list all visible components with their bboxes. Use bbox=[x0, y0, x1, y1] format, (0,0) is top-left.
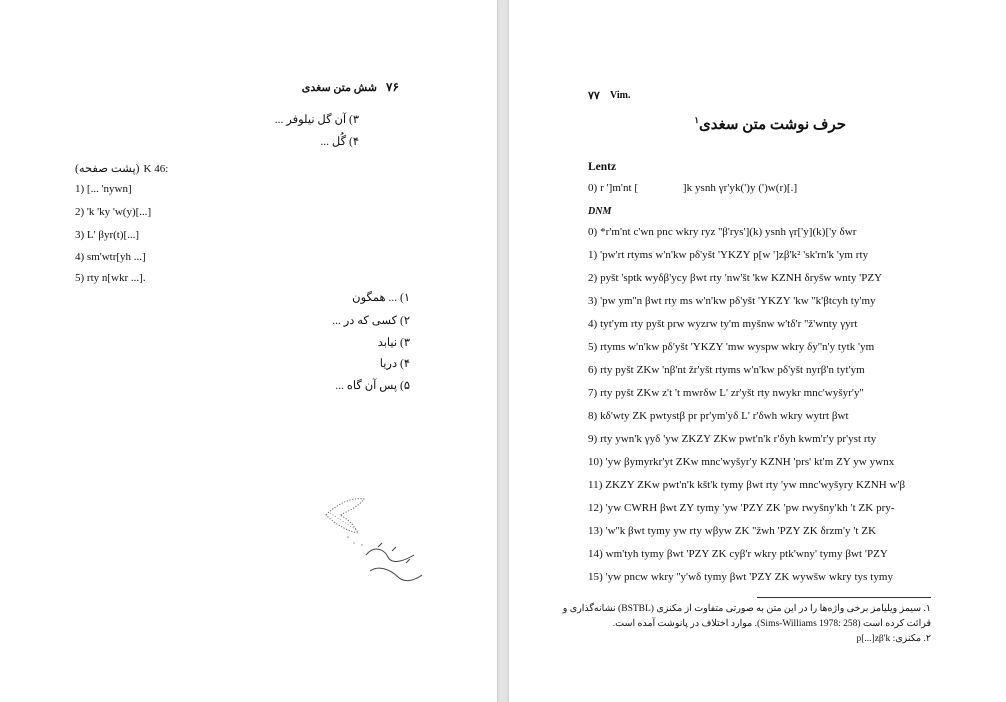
left-page-number: ۷۶ bbox=[386, 80, 399, 94]
text-line: 15) 'yw pncw wkry ''y'wδ tymy βwt 'PZY ZK wywšw wkry tys tymy bbox=[588, 571, 894, 583]
vim-label: Vim. bbox=[610, 90, 631, 101]
text-line: 14) wm'tyh tymy βwt 'PZY ZK cyβ'r wkry ptk'wny' tymy βwt 'PZY bbox=[588, 548, 888, 560]
text-line: 5) rtyms w'n'kw pδ'yšt 'YKZY 'mw wyspw wkry δy''n'y tytk 'ym bbox=[588, 341, 875, 353]
translation-line: ۱) ... همگون bbox=[352, 292, 410, 304]
transliteration-line: 2) 'k 'ky 'w(y)[...] bbox=[75, 206, 152, 218]
text-line: 13) 'w''k βwt tymy yw rty wβyw ZK ''žwh 'PZY ZK δrzm'y 't ZK bbox=[588, 525, 877, 537]
text-line: 11) ZKZY ZKw pwt'n'k kšt'k tymy βwt rty 'yw mnc'wyšyry KZNH w'β bbox=[588, 479, 906, 491]
lentz-label: Lentz bbox=[588, 161, 617, 173]
text-line: 7) rty pyšt ZKw z't 't mwrδw L' zr'yšt rty nwykr mnc'wyšyr'y'' bbox=[588, 387, 864, 399]
left-running-title: شش متن سغدی bbox=[301, 82, 377, 94]
text-line: 3) 'pw ym''n βwt rty ms w'n'kw pδ'yšt 'YKZY 'kw ''k'βtcyh ty'my bbox=[588, 295, 876, 307]
left-page bbox=[0, 0, 497, 702]
footnote-rule bbox=[757, 597, 931, 598]
text-line: 2) pyšt 'sptk wyδβ'ycy βwt rty 'nw'št 'kw KZNH δryšw wnty 'PZY bbox=[588, 272, 883, 284]
section-note: (پشت صفحه) bbox=[75, 163, 140, 175]
translation-line: ۵) پس آن گاه ... bbox=[335, 380, 410, 392]
intro-line: ۴) گُل ... bbox=[320, 136, 359, 148]
lentz-line: 0) r ']m'nt [ ]k ysnh γr'yk(')y (')w(r)[.] bbox=[588, 182, 798, 194]
right-page bbox=[509, 0, 1006, 702]
intro-line: ۳) آن گل نیلوفر ... bbox=[274, 114, 359, 126]
text-line: 0) *r'm'nt c'wn pnc wkry ryz ''β'rys'](k) ysnh γr['y](k)['y δwr bbox=[588, 226, 857, 238]
footnote-mark: ۱ bbox=[694, 115, 700, 125]
text-line: 12) 'yw CWRH βwt ZY tymy 'yw 'PZY ZK 'pw rwyšny'kh 't ZK pry- bbox=[588, 502, 895, 514]
translation-line: ۲) کسی که در ... bbox=[332, 315, 410, 327]
translation-line: ۴) دریا bbox=[379, 358, 410, 370]
text-line: 10) 'yw βymyrkr'yt ZKw mnc'wyšyr'y KZNH 'prs' kt'm ZY yw ywnx bbox=[588, 456, 895, 468]
transliteration-line: 4) sm'wtr[yh ...] bbox=[75, 251, 146, 263]
signature-mark bbox=[318, 485, 428, 595]
translation-line: ۳) نیابد bbox=[377, 337, 410, 349]
section-heading bbox=[75, 159, 168, 177]
transliteration-line: 5) rty n[wkr ...]. bbox=[75, 272, 146, 284]
right-page-number: ۷۷ bbox=[588, 90, 600, 102]
transliteration-line: 1) [... 'nywn] bbox=[75, 183, 132, 195]
text-line: 4) tyt'ym rty pyšt prw wyzrw ty'm myšnw w'tδ'r ''ž'wnty γyrt bbox=[588, 318, 858, 330]
dnm-label: DNM bbox=[588, 206, 612, 217]
footnote-line: قرائت کرده است (Sims-Williams 1978: 258). موارد اختلاف در پانوشت آمده است. bbox=[612, 619, 931, 629]
section-ref: K 46: bbox=[143, 163, 169, 175]
text-line: 8) kδ'wty ZK pwtystβ pr pr'ym'yδ L' r'δwh wkry wytrt βwt bbox=[588, 410, 849, 422]
text-line: 9) rty ywn'k γyδ 'yw ZKZY ZKw pwt'n'k r'δyh kwm'r'y pr'yst rty bbox=[588, 433, 877, 445]
footnote-line: ۱. سیمز ویلیامز برخی واژه‌ها را در این متن به صورتی متفاوت از مکنزی (BSTBL) نشانه‌گذاری و bbox=[562, 604, 931, 614]
text-line: 1) 'pw'rt rtyms w'n'kw pδ'yšt 'YKZY p[w ']zβ'k² 'sk'rn'k 'ym rty bbox=[588, 249, 869, 261]
text-line: 6) rty pyšt ZKw 'nβ'nt žr'yšt rtyms w'n'kw pδ'yšt nyrβ'n tyt'ym bbox=[588, 364, 865, 376]
main-title: حرف نوشت متن سغدی$^۱$ bbox=[694, 115, 846, 133]
transliteration-line: 3) L' βyr(t)[...] bbox=[75, 229, 140, 241]
footnote-line: ۲. مکنزی: p[...]zβ'k bbox=[856, 634, 931, 644]
